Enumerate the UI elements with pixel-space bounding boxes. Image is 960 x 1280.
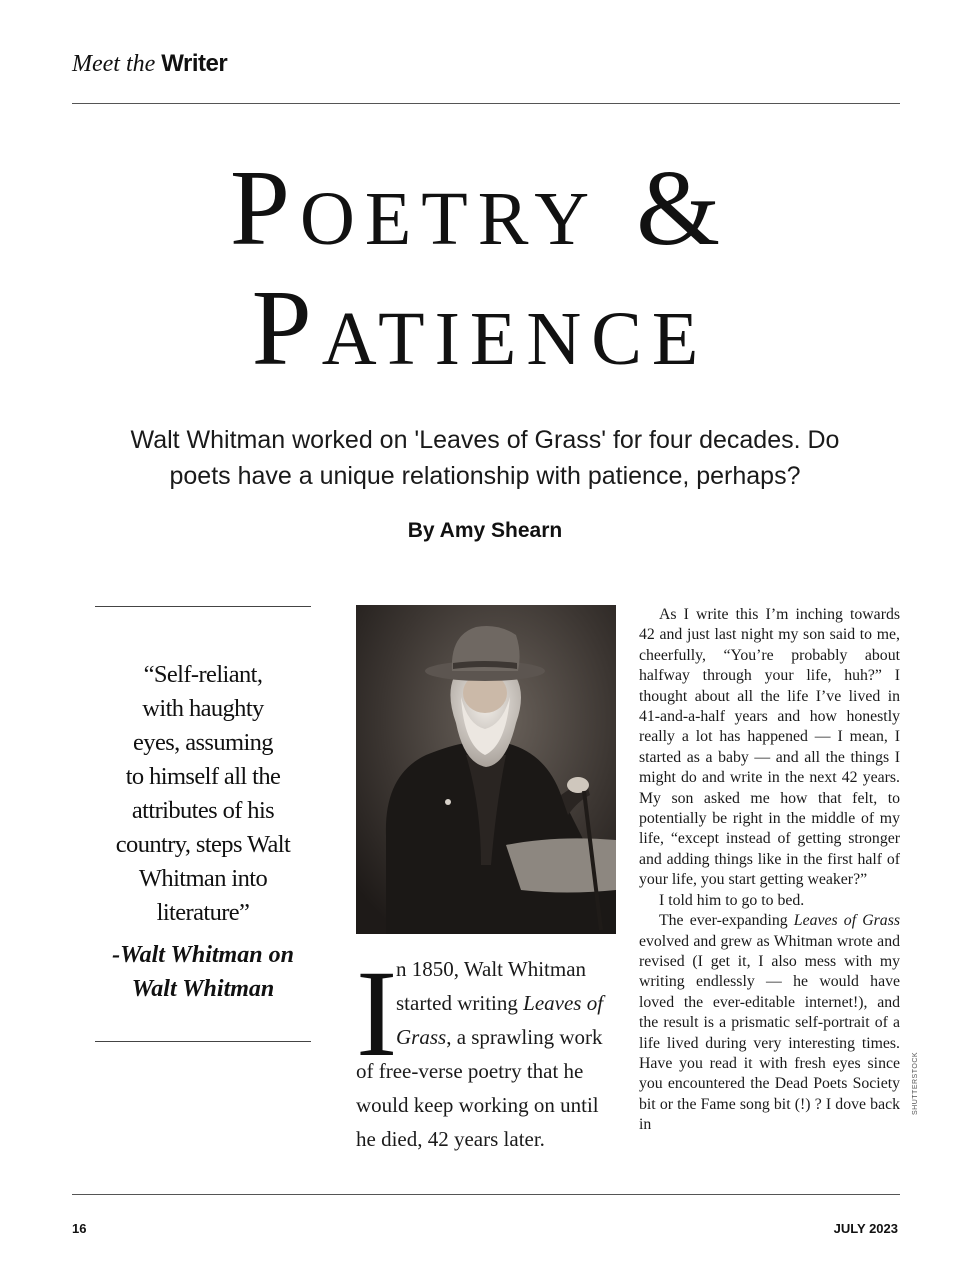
pull-quote-rule-top xyxy=(95,606,311,607)
pull-quote-attribution xyxy=(92,938,314,1006)
lead-paragraph xyxy=(356,945,621,1156)
issue-date: JULY 2023 xyxy=(833,1221,898,1236)
pull-quote-line: Whitman into xyxy=(138,865,268,892)
portrait-illustration xyxy=(356,605,616,934)
photo-credit: SHUTTERSTOCK xyxy=(912,1051,919,1115)
lead-line-3-text: , a sprawling work xyxy=(446,1025,603,1049)
lead-line-5: would keep working on until xyxy=(356,1093,599,1117)
lead-line-1: n 1850, Walt Whitman xyxy=(396,957,587,981)
body-book-title: Leaves of Grass xyxy=(793,912,900,930)
lead-book-title: Leaves of xyxy=(523,991,604,1015)
lead-line-2-text: started writing xyxy=(396,991,524,1015)
pull-quote-line: with haughty xyxy=(142,695,264,722)
page-number: 16 xyxy=(72,1221,87,1236)
footer-rule xyxy=(72,1194,900,1195)
pull-quote-line: eyes, assuming xyxy=(133,729,273,756)
drop-cap: I xyxy=(356,945,398,1082)
lead-book-title-cont: Grass xyxy=(396,1025,447,1049)
attribution-line-2: Walt Whitman xyxy=(131,976,275,1002)
section-label xyxy=(72,50,227,78)
body-p3-text: The ever-expanding xyxy=(659,912,794,930)
article-title-line-2: Patience xyxy=(251,269,709,388)
lead-line-4: of free-verse poetry that he xyxy=(356,1059,584,1083)
body-column xyxy=(639,605,900,1136)
article-subtitle xyxy=(70,422,900,494)
attribution-line-1: -Walt Whitman on xyxy=(112,942,294,968)
pull-quote-line: “Self-reliant, xyxy=(143,661,263,688)
lead-line-2 xyxy=(356,986,621,1020)
body-paragraph-1: As I write this I’m inching towards 42 and just last night my son said to me, cheerfully, “You’re probably about halfway through your life, huh?” I thought about all the life I’ve lived in 41-and-a-half years and how honestly really a lot has happened — I mean, I started as a baby — and all the things I might do and write in the next 42 years. My son asked me how that felt, to potentially be right in the middle of my life, “except instead of getting stronger and adding things like in the first half of your life, you start getting weaker?” xyxy=(639,606,900,889)
subtitle-line-1: Walt Whitman worked on 'Leaves of Grass' for four decades. Do xyxy=(130,426,840,454)
pull-quote-line: to himself all the xyxy=(125,763,281,790)
pull-quote-rule-bottom xyxy=(95,1041,311,1042)
pull-quote-line: country, steps Walt xyxy=(115,831,291,858)
walt-whitman-photo xyxy=(356,605,616,934)
lead-line-6: he died, 42 years later. xyxy=(356,1127,545,1151)
header-rule xyxy=(72,103,900,104)
article-title-line-1: Poetry & xyxy=(229,149,731,268)
body-p3-text-cont: evolved and grew as Whitman wrote and revised (I get it, I also mess with my writing endlessly — he would have loved the ever-editable internet!), and the result is a prismatic self-portrait of a life lived during very interesting times. Have you read it with fresh eyes since you encountered the Dead Poets Society bit or the Fame song bit (!) ? I dove back in xyxy=(639,932,900,1134)
byline: By Amy Shearn xyxy=(407,519,563,542)
pull-quote xyxy=(92,658,314,930)
body-paragraph-2: I told him to go to bed. xyxy=(659,891,805,909)
section-label-meet: Meet the xyxy=(72,51,156,77)
pull-quote-line: literature” xyxy=(156,899,250,926)
lead-line-3 xyxy=(356,1020,621,1054)
section-label-writer: Writer xyxy=(161,50,228,77)
subtitle-line-2: poets have a unique relationship with patience, perhaps? xyxy=(169,462,801,490)
body-paragraph-3 xyxy=(639,911,900,1135)
pull-quote-line: attributes of his xyxy=(131,797,275,824)
